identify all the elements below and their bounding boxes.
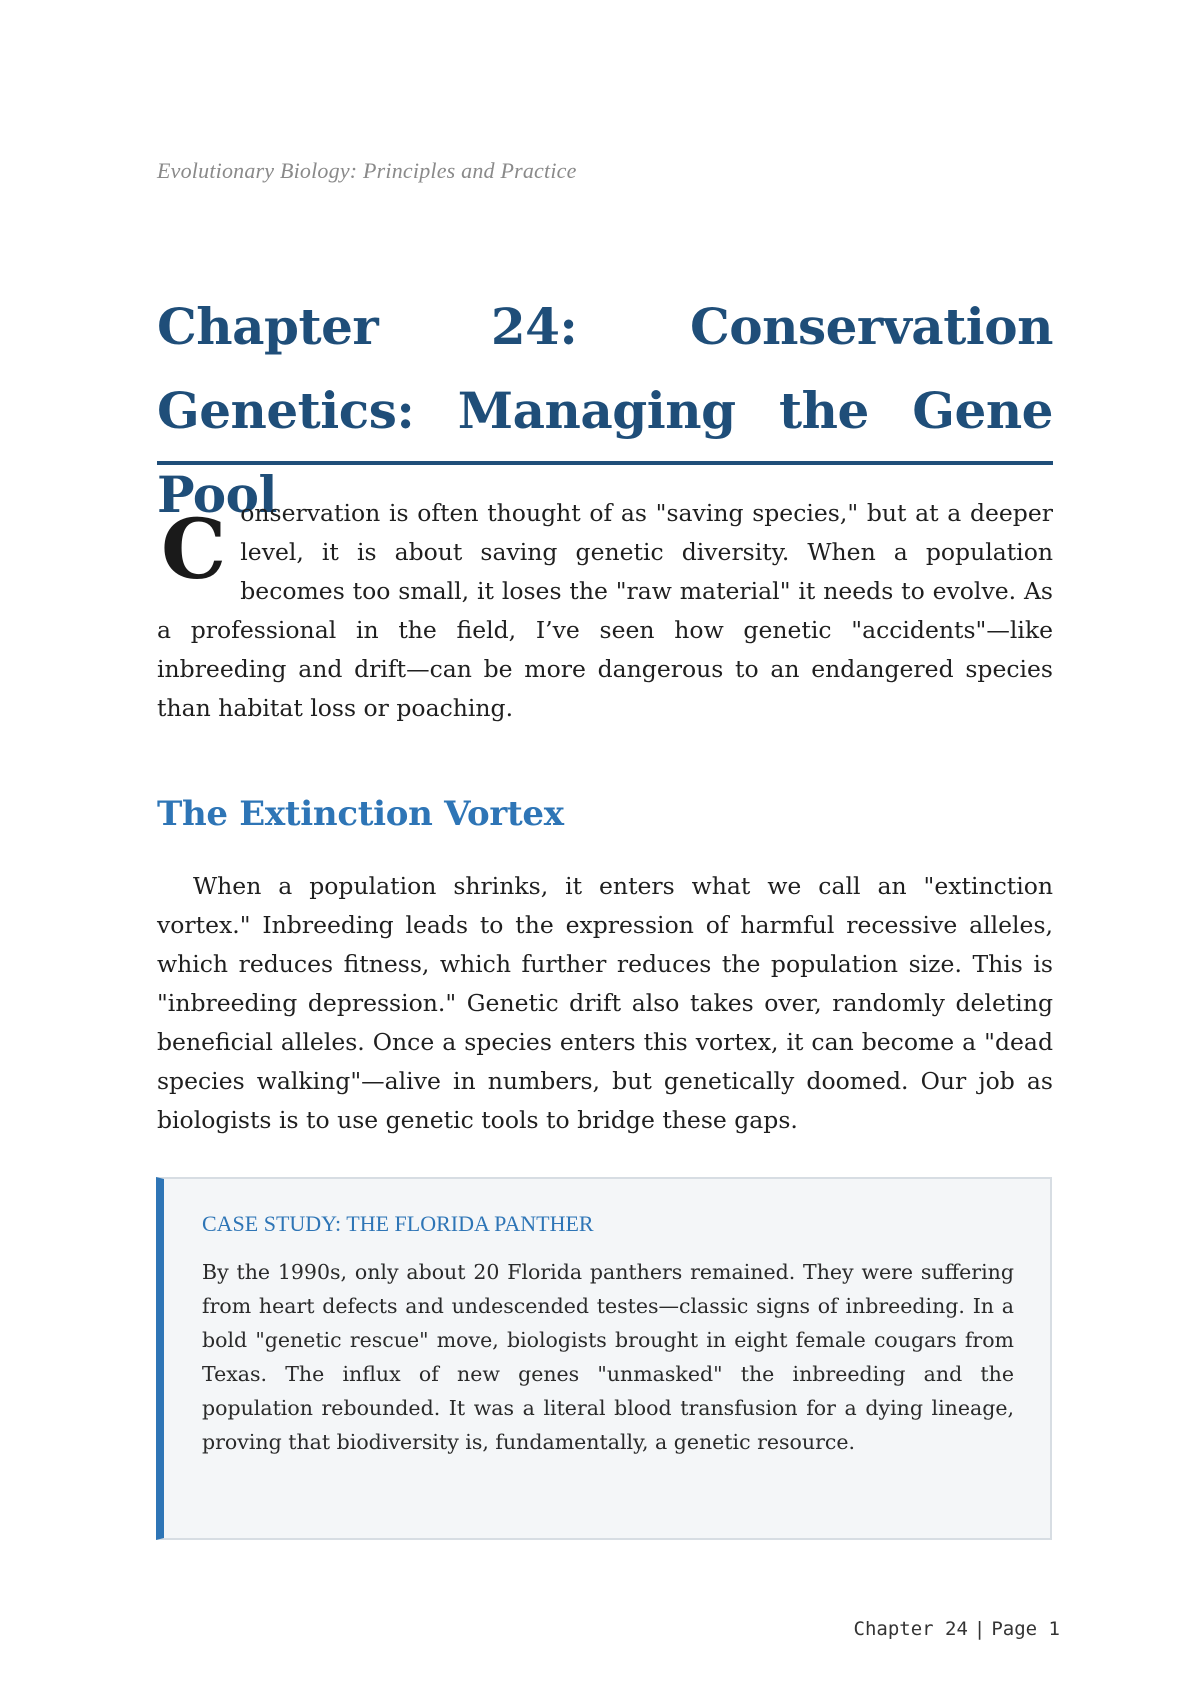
footer-page-number: Page 1 <box>991 1618 1060 1640</box>
drop-cap: C <box>161 502 227 598</box>
chapter-title: Chapter 24: Conservation Genetics: Managing the Gene Pool <box>157 297 1053 524</box>
section-heading: The Extinction Vortex <box>157 794 564 834</box>
title-divider <box>157 461 1053 465</box>
intro-paragraph <box>157 494 1053 728</box>
case-study-title: CASE STUDY: THE FLORIDA PANTHER <box>202 1211 594 1236</box>
section-paragraph: When a population shrinks, it enters what we call an "extinction vortex." Inbreeding leads to the expression of harmful recessive alleles, which reduces fitness, which further reduces the population size. This is "inbreeding depression." Genetic drift also takes over, randomly deleting beneficial alleles. Once a species enters this vortex, it can become a "dead species walking"—alive in numbers, but genetically doomed. Our job as biologists is to use genetic tools to bridge these gaps. <box>157 872 1053 1134</box>
page-footer <box>854 1618 1060 1640</box>
intro-text: onservation is often thought of as "saving species," but at a deeper level, it is about saving genetic diversity. When a population becomes too small, it loses the "raw material" it needs to evolve. As a professional in the field, I’ve seen how genetic "accidents"—like inbreeding and drift—can be more dangerous to an endangered species than habitat loss or poaching. <box>157 499 1053 722</box>
footer-separator: | <box>973 1618 986 1640</box>
case-study-text: By the 1990s, only about 20 Florida panthers remained. They were suffering from heart defects and undescended testes—classic signs of inbreeding. In a bold "genetic rescue" move, biologists brought in eight female cougars from Texas. The influx of new genes "unmasked" the inbreeding and the population rebounded. It was a literal blood transfusion for a dying lineage, proving that biodiversity is, fundamentally, a genetic resource. <box>202 1260 1014 1454</box>
footer-chapter-label: Chapter 24 <box>853 1618 968 1640</box>
running-header: Evolutionary Biology: Principles and Practice <box>157 158 577 183</box>
case-study-box <box>156 1177 1052 1540</box>
